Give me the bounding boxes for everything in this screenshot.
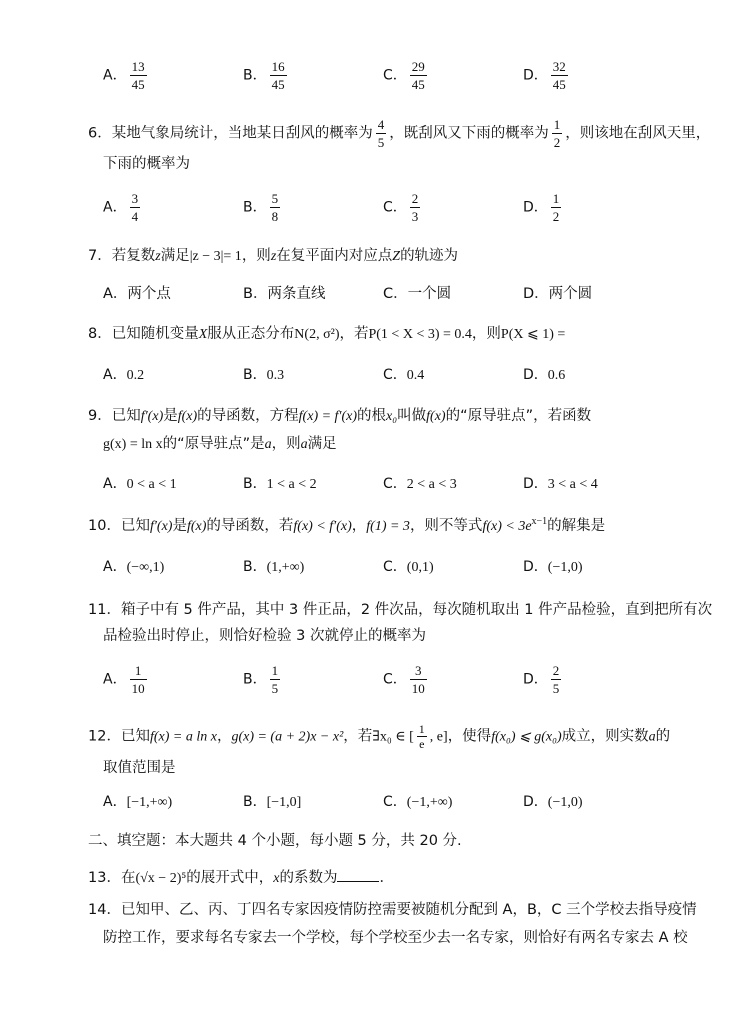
- option-label: B．: [243, 671, 267, 688]
- denominator: 10: [131, 681, 145, 696]
- option-label: B．: [243, 67, 267, 84]
- denominator: 8: [271, 209, 279, 224]
- option-text: (0,1): [406, 560, 434, 575]
- stem-text: 在: [120, 870, 136, 886]
- numerator: 1: [552, 191, 560, 206]
- option-text: 一个圆: [407, 286, 452, 302]
- stem-text: 的“原导驻点”是: [162, 436, 265, 452]
- denominator: 45: [271, 77, 285, 92]
- stem-text: 成立，则实数: [561, 728, 649, 745]
- option-text: (1,+∞): [266, 560, 305, 575]
- q11-options: [0, 662, 737, 702]
- option-label: C．: [383, 671, 407, 688]
- numerator: 3: [415, 663, 422, 678]
- denominator: 2: [553, 135, 561, 150]
- question-number: 13．: [88, 870, 121, 886]
- question-number: 7．: [88, 248, 112, 264]
- stem-text: 的展开式中，: [186, 870, 274, 886]
- q6-option-d[interactable]: [523, 190, 564, 225]
- q11-option-a[interactable]: [103, 662, 150, 697]
- option-label: A．: [103, 671, 127, 688]
- option-label: D．: [523, 67, 548, 84]
- q6-stem-line1: [88, 116, 710, 151]
- stem-text: 的解集是: [547, 518, 606, 534]
- numerator: 32: [552, 59, 566, 74]
- math-expr: f(x) < f′(x): [293, 519, 352, 534]
- stem-text: 是: [172, 518, 187, 534]
- q6-options: [0, 190, 737, 230]
- math-superscript: x−1: [531, 516, 548, 528]
- option-label: A．: [103, 559, 127, 575]
- answer-blank[interactable]: [337, 867, 379, 882]
- denominator: 2: [552, 209, 560, 224]
- math-expr: f(x) = a ln x: [149, 729, 217, 745]
- q13-stem: [88, 866, 394, 887]
- q7-option-b[interactable]: [243, 282, 325, 303]
- option-label: D．: [523, 286, 549, 302]
- denominator: e: [417, 736, 427, 751]
- q8-options: [0, 364, 737, 404]
- option-text: (−∞,1): [126, 560, 165, 575]
- numerator: 4: [377, 117, 385, 132]
- q8-option-b[interactable]: [243, 364, 284, 384]
- q11-option-d[interactable]: [523, 662, 564, 697]
- option-text: 2 < a < 3: [406, 477, 457, 492]
- option-label: D．: [523, 367, 548, 383]
- option-text: 0.2: [126, 368, 145, 383]
- q9-option-d[interactable]: [523, 473, 598, 493]
- option-text: [−1,+∞): [126, 795, 173, 810]
- stem-text: 的导函数，若: [206, 518, 294, 534]
- fraction: [130, 662, 147, 697]
- math-expr: f(x₀) ⩽ g(x₀): [491, 729, 562, 745]
- stem-text: 已知: [111, 408, 141, 424]
- option-label: D．: [523, 199, 548, 216]
- math-expr: P(1 < X < 3) = 0.4: [368, 327, 472, 342]
- stem-text: 的导函数，方程: [197, 408, 299, 424]
- option-label: C．: [383, 476, 407, 492]
- math-expr: f(x): [426, 409, 446, 424]
- q6-stem-line2: 下雨的概率为: [103, 156, 190, 172]
- q7-option-c[interactable]: [383, 282, 451, 303]
- fraction: [270, 662, 281, 697]
- q12-stem-line1: [88, 722, 670, 751]
- stem-text: ，使得: [447, 728, 492, 745]
- q5-option-c[interactable]: [383, 58, 430, 93]
- math-expr: f(x) < 3e: [482, 519, 532, 534]
- stem-text: ，则: [271, 436, 301, 452]
- question-number: 10．: [88, 518, 121, 534]
- q11-stem-line1: [88, 598, 712, 619]
- q7-option-d[interactable]: [523, 282, 592, 303]
- fraction: [270, 190, 281, 225]
- option-text: 两条直线: [267, 286, 326, 302]
- math-var: x₀: [386, 409, 398, 424]
- stem-text: 已知甲、乙、丙、丁四名专家因疫情防控需要被随机分配到 A，B，C 三个学校去指导疫情: [120, 902, 697, 918]
- option-label: A．: [103, 794, 127, 810]
- option-label: C．: [383, 286, 408, 302]
- numerator: 29: [411, 59, 425, 74]
- option-text: 3 < a < 4: [547, 477, 598, 492]
- fraction: [376, 116, 387, 151]
- option-text: (−1,0): [547, 795, 583, 810]
- q8-option-a[interactable]: [103, 364, 144, 384]
- fraction: [410, 662, 427, 697]
- q14-stem-line1: [88, 898, 697, 919]
- option-text: 两个圆: [548, 286, 593, 302]
- fraction: [551, 58, 568, 93]
- q10-option-d[interactable]: [523, 556, 583, 576]
- fraction: [270, 58, 287, 93]
- denominator: 45: [411, 77, 425, 92]
- q9-option-a[interactable]: [103, 473, 177, 493]
- stem-text: 的“原导驻点”，若函数: [445, 408, 592, 424]
- question-number: 11．: [88, 602, 121, 618]
- option-label: A．: [103, 286, 128, 302]
- q6-option-c[interactable]: [383, 190, 423, 225]
- q9-stem-line1: [88, 404, 591, 425]
- q9-options: [0, 473, 737, 513]
- numerator: 1: [553, 117, 561, 132]
- option-label: A．: [103, 199, 127, 216]
- question-number: 12．: [88, 728, 121, 745]
- q8-stem: [88, 322, 565, 343]
- math-var: a: [648, 729, 656, 745]
- stem-text: 已知随机变量: [111, 326, 199, 342]
- stem-text: 的根: [357, 408, 387, 424]
- option-label: C．: [383, 367, 407, 383]
- denominator: 3: [411, 209, 419, 224]
- stem-text: ，则: [241, 248, 271, 264]
- question-number: 9．: [88, 408, 112, 424]
- option-label: C．: [383, 559, 407, 575]
- option-text: 两个点: [127, 286, 171, 302]
- q7-stem: [88, 244, 458, 265]
- math-var: a: [300, 437, 308, 452]
- q12-stem-line2: 取值范围是: [103, 760, 176, 776]
- option-label: D．: [523, 671, 548, 688]
- stem-text: ，既刮风又下雨的概率为: [389, 125, 549, 142]
- stem-text: ，则: [471, 326, 501, 342]
- fraction: [552, 116, 563, 151]
- numerator: 1: [271, 663, 279, 678]
- math-expr: f(x): [186, 519, 207, 534]
- stem-text: ，: [351, 518, 367, 534]
- option-text: 0.6: [547, 368, 566, 383]
- denominator: 5: [377, 135, 385, 150]
- denominator: 5: [271, 681, 279, 696]
- option-text: 0.3: [266, 368, 285, 383]
- stem-text: 服从正态分布: [207, 326, 295, 342]
- math-expr: f′(x): [140, 409, 164, 424]
- fraction: [551, 662, 562, 697]
- option-label: C．: [383, 199, 407, 216]
- q5-option-a[interactable]: [103, 58, 150, 93]
- math-expr: g(x) = (a + 2)x − x²: [231, 729, 344, 745]
- math-expr: f(x) = f′(x): [298, 409, 358, 424]
- math-expr: (√x − 2)⁵: [135, 871, 187, 886]
- option-label: A．: [103, 476, 127, 492]
- stem-text: ．: [379, 870, 394, 886]
- option-text: (−1,+∞): [406, 795, 453, 810]
- q12-option-d[interactable]: [523, 791, 583, 811]
- math-expr: ∃x₀ ∈ [: [372, 729, 414, 745]
- stem-text: 某地气象局统计，当地某日刮风的概率为: [111, 125, 373, 142]
- q11-option-c[interactable]: [383, 662, 430, 697]
- math-var: z: [270, 249, 277, 264]
- option-label: B．: [243, 286, 268, 302]
- option-label: A．: [103, 67, 127, 84]
- math-expr: , e]: [429, 729, 448, 745]
- option-label: B．: [243, 476, 267, 492]
- q10-stem: [88, 514, 605, 535]
- option-label: C．: [383, 794, 407, 810]
- q11-stem-line2: 品检验出时停止，则恰好检验 3 次就停止的概率为: [103, 628, 426, 644]
- math-var: Z: [392, 249, 401, 264]
- q9-option-c[interactable]: [383, 473, 457, 493]
- question-number: 8．: [88, 326, 112, 342]
- math-var: a: [264, 437, 272, 452]
- numerator: 3: [131, 191, 139, 206]
- option-label: B．: [243, 367, 267, 383]
- q10-option-b[interactable]: [243, 556, 304, 576]
- fraction: [130, 58, 147, 93]
- math-expr: P(X ⩽ 1) =: [500, 327, 566, 342]
- fraction: [410, 58, 427, 93]
- q9-stem-line2: [103, 432, 337, 453]
- option-text: 0.4: [406, 368, 425, 383]
- option-text: [−1,0]: [266, 795, 302, 810]
- stem-text: ，若: [339, 326, 369, 342]
- option-label: A．: [103, 367, 127, 383]
- stem-text: ，则不等式: [409, 518, 483, 534]
- q14-stem-line2: 防控工作，要求每名专家去一个学校，每个学校至少去一名专家，则恰好有两名专家去 A 校: [103, 930, 688, 946]
- stem-text: 叫做: [397, 408, 427, 424]
- math-expr: f′(x): [149, 519, 173, 534]
- q6-option-b[interactable]: [243, 190, 283, 225]
- q10-option-a[interactable]: [103, 556, 164, 576]
- q12-option-a[interactable]: [103, 791, 172, 811]
- fraction: [130, 190, 141, 225]
- numerator: 1: [134, 663, 142, 678]
- stem-text: 的轨迹为: [400, 248, 459, 264]
- option-label: C．: [383, 67, 407, 84]
- option-text: 1 < a < 2: [266, 477, 317, 492]
- math-var: x: [273, 871, 280, 886]
- math-expr: f(1) = 3: [366, 519, 410, 534]
- stem-text: 的系数为: [279, 870, 338, 886]
- math-expr: g(x) = ln x: [103, 437, 163, 452]
- numerator: 5: [271, 191, 279, 206]
- option-label: D．: [523, 559, 548, 575]
- denominator: 10: [411, 681, 425, 696]
- q11-option-b[interactable]: [243, 662, 283, 697]
- denominator: 45: [131, 77, 145, 92]
- option-label: B．: [243, 199, 267, 216]
- question-number: 14．: [88, 902, 121, 918]
- stem-text: 满足: [307, 436, 337, 452]
- q7-option-a[interactable]: [103, 282, 171, 303]
- stem-text: 是: [163, 408, 178, 424]
- q10-option-c[interactable]: [383, 556, 434, 576]
- option-text: (−1,0): [547, 560, 583, 575]
- q12-option-c[interactable]: [383, 791, 452, 811]
- stem-text: ，则该地在刮风天里，: [565, 125, 711, 142]
- stem-text: 已知: [120, 728, 150, 745]
- q6-option-a[interactable]: [103, 190, 143, 225]
- q12-option-b[interactable]: [243, 791, 301, 811]
- option-text: 0 < a < 1: [126, 477, 177, 492]
- denominator: 5: [552, 681, 560, 696]
- stem-text: 在复平面内对应点: [276, 248, 393, 264]
- stem-text: ，: [216, 728, 232, 745]
- q9-option-b[interactable]: [243, 473, 317, 493]
- math-expr: N(2, σ²): [294, 327, 340, 342]
- q8-option-d[interactable]: [523, 364, 565, 384]
- stem-text: ，若: [343, 728, 373, 745]
- stem-text: 的: [655, 728, 671, 745]
- option-label: B．: [243, 559, 267, 575]
- fraction: [410, 190, 421, 225]
- fraction: [417, 722, 427, 751]
- math-expr: |z − 3|= 1: [189, 249, 242, 264]
- stem-text: 箱子中有 5 件产品，其中 3 件正品，2 件次品，每次随机取出 1 件产品检验，直到把所有次: [120, 602, 713, 618]
- numerator: 16: [271, 59, 285, 74]
- q5-option-b[interactable]: [243, 58, 290, 93]
- section-heading: 二、填空题：本大题共 4 个小题，每小题 5 分，共 20 分.: [88, 833, 462, 849]
- math-var: z: [155, 249, 161, 264]
- stem-text: 已知: [120, 518, 150, 534]
- numerator: 1: [418, 722, 425, 736]
- numerator: 2: [552, 663, 560, 678]
- q10-options: [0, 556, 737, 596]
- stem-text: 满足: [160, 248, 190, 264]
- denominator: 4: [131, 209, 139, 224]
- numerator: 2: [411, 191, 419, 206]
- numerator: 13: [131, 59, 145, 74]
- option-label: D．: [523, 476, 548, 492]
- q5-option-d[interactable]: [523, 58, 571, 93]
- option-label: B．: [243, 794, 267, 810]
- fraction: [551, 190, 562, 225]
- q7-options: [0, 282, 737, 322]
- question-number: 6．: [88, 125, 112, 142]
- q8-option-c[interactable]: [383, 364, 424, 384]
- option-label: D．: [523, 794, 548, 810]
- math-expr: f(x): [177, 409, 198, 424]
- denominator: 45: [552, 77, 566, 92]
- q12-options: [0, 791, 737, 831]
- q5-options: [0, 58, 737, 98]
- math-var: X: [198, 327, 208, 342]
- stem-text: 若复数: [111, 248, 156, 264]
